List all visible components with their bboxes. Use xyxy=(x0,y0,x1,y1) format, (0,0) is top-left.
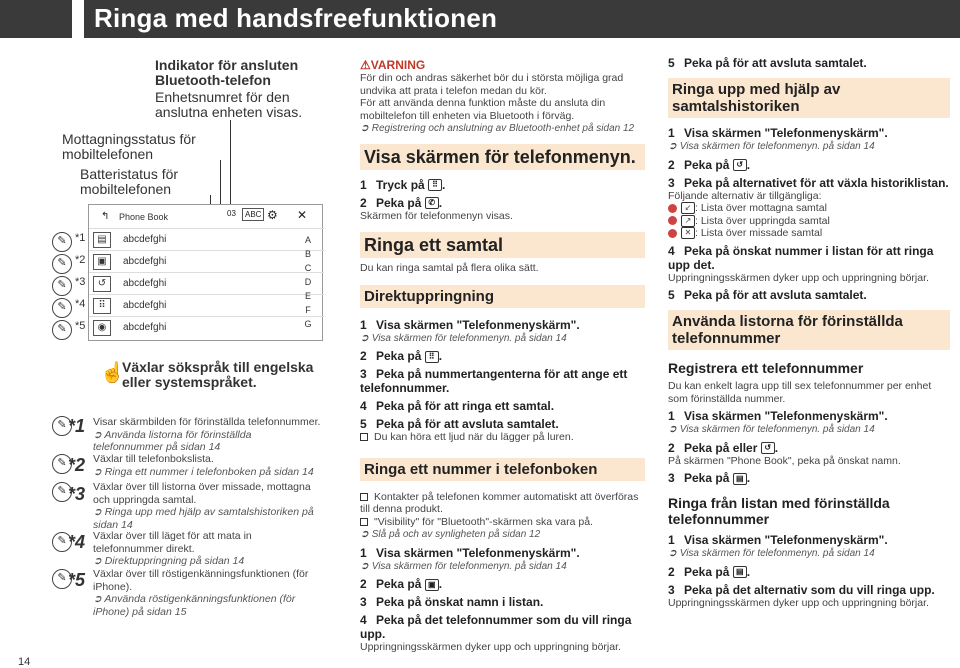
alpha-index[interactable]: E xyxy=(304,291,311,301)
side-label: *3 xyxy=(75,276,86,288)
indicator-sub-callout: Enhetsnumret för den anslutna enheten visas. xyxy=(155,89,303,120)
menu-step-1: Tryck på xyxy=(376,177,425,192)
received-call-icon: ↙ xyxy=(681,202,695,214)
history-icon: ↺ xyxy=(761,442,775,454)
sub-register: Registrera ett telefonnummer xyxy=(668,360,864,376)
pencil-icon: ✎ xyxy=(52,454,72,474)
bullet-icon xyxy=(360,518,368,526)
battery-callout: Batteristatus för mobiltelefonen xyxy=(80,166,179,197)
call-note: Du kan ringa samtal på flera olika sätt. xyxy=(360,262,539,274)
bullet-icon xyxy=(668,229,677,238)
reg-step-3: Peka på xyxy=(684,471,730,485)
bullet-icon xyxy=(668,216,677,225)
hist-alternatives: Följande alternativ är tillgängliga: xyxy=(668,189,822,202)
hist-note: Uppringningsskärmen dyker upp och uppringning börjar. xyxy=(668,271,929,284)
book-ref-2: Visa skärmen för telefonmenyn. på sidan 14 xyxy=(371,560,567,572)
footnote-1: Visar skärmbilden för förinställda telefonnummer. ➲ Använda listorna för förinställda telefonnummer på sidan 14 xyxy=(93,416,321,453)
book-note: Uppringningsskärmen dyker upp och uppringning börjar. xyxy=(360,641,621,653)
phonebook-icon: ▣ xyxy=(425,579,439,591)
reg-note: Du kan enkelt lagra upp till sex telefonnummer per enhet som förinställda nummer. xyxy=(668,380,932,405)
book-ref-1: Slå på och av synligheten på sidan 12 xyxy=(371,529,541,540)
footnote-label: *5 xyxy=(68,570,86,590)
settings-icon[interactable]: ⚙ xyxy=(267,208,278,222)
home-icon: ⠿ xyxy=(428,179,442,191)
alpha-index[interactable]: F xyxy=(305,305,311,315)
keypad-icon: ⠿ xyxy=(93,298,111,314)
abc-button[interactable]: ABC xyxy=(242,208,264,221)
reg-step-2: Peka på eller xyxy=(684,440,758,455)
indicator-callout: Indikator för ansluten Bluetooth-telefon xyxy=(155,57,299,88)
book-step-1: Visa skärmen "Telefonmenyskärm". xyxy=(376,545,580,560)
pencil-icon: ✎ xyxy=(52,254,72,274)
page-title: Ringa med handsfreefunktionen xyxy=(94,3,498,33)
side-label: *1 xyxy=(75,232,86,244)
hist-step-4: Peka på önskat nummer i listan för att ringa upp det. xyxy=(668,243,934,272)
dialed-call-icon: ↗ xyxy=(681,215,695,227)
warning-text: För att använda denna funktion måste du ansluta din mobiltelefon till enheten via Bluetooth i förväg. xyxy=(360,97,606,122)
footnote-label: *4 xyxy=(68,532,86,552)
menu-note: Skärmen för telefonmenyn visas. xyxy=(360,209,513,222)
hist-step-5: Peka på för att avsluta samtalet. xyxy=(684,288,867,302)
warning-text: För din och andras säkerhet bör du i största möjliga grad undvika att prata i telefon medan du kör. xyxy=(360,72,624,97)
hist-step-3: Peka på alternativet för att växla historiklistan. xyxy=(684,175,949,190)
dial-note: Uppringningsskärmen dyker upp och uppringning börjar. xyxy=(668,596,929,609)
list-item[interactable]: ▤ abcdefghi xyxy=(89,228,324,250)
alpha-index[interactable]: D xyxy=(304,277,312,287)
reg-note-2: På skärmen "Phone Book", peka på önskat namn. xyxy=(668,454,901,467)
hist-option: : Lista över uppringda samtal xyxy=(695,214,830,227)
pencil-icon: ✎ xyxy=(52,532,72,552)
counter: 03 xyxy=(227,209,236,218)
section-call: Ringa ett samtal xyxy=(360,232,645,258)
keypad-icon: ⠿ xyxy=(425,351,439,363)
footnote-label: *3 xyxy=(68,484,86,504)
right-column: 5 Peka på för att avsluta samtalet. Ringa upp med hjälp av samtalshistoriken 1 Visa skärmen "Telefonmenyskärm". ➲ Visa skärmen för telefonmenyn. på sidan 14 2 Peka på ↺ . 3 Peka på alternativet för att växla historiklistan. Följande alternativ är tillgängliga: ↙ : Lista över mottagna samtal ↗ : Lista över uppringda samtal ✕ : Lista över missade samtal 4 Peka på önskat nummer i listan för att ringa upp det. Uppringningsskärmen dyker upp och uppringning börjar. 5 Peka på för att avsluta samtalet. Använda listorna för förinställda telefonnummer Registrera ett telefonnummer Du kan enkelt lagra upp till sex telefonnummer per enhet som förinställda nummer. 1 Visa skärmen "Telefonmenyskärm". ➲ Visa skärmen för telefonmenyn. på sidan 14 2 Peka på eller ↺ . På skärmen "Phone Book", peka på önskat namn. 3 Peka på ▤ . Ringa från listan med förinställda telefonnummer 1 Visa skärmen "Telefonmenyskärm". ➲ Visa skärmen för telefonmenyn. på sidan 14 2 Peka på ▤ . 3 Peka på det alternativ som du vill ringa upp. Uppringningsskärmen dyker upp och uppringning börjar. xyxy=(668,56,953,609)
book-step-4: Peka på det telefonnummer som du vill ringa upp. xyxy=(360,613,632,641)
hist-ref: Visa skärmen för telefonmenyn. på sidan 14 xyxy=(679,141,875,152)
pencil-icon: ✎ xyxy=(52,482,72,502)
back-icon[interactable]: ↰ xyxy=(101,211,110,222)
pencil-icon: ✎ xyxy=(52,569,72,589)
pencil-icon: ✎ xyxy=(52,298,72,318)
direct-step-1: Visa skärmen "Telefonmenyskärm". xyxy=(376,317,580,332)
voice-icon: ◉ xyxy=(93,320,111,336)
preset-icon: ▤ xyxy=(733,566,747,578)
direct-ref: Visa skärmen för telefonmenyn. på sidan 14 xyxy=(371,332,567,344)
reg-ref: Visa skärmen för telefonmenyn. på sidan 14 xyxy=(679,424,875,435)
direct-step-2: Peka på xyxy=(376,349,422,363)
book-bullet-1: Kontakter på telefonen kommer automatiskt att överföras till denna produkt. xyxy=(360,490,639,515)
book-step-2: Peka på xyxy=(376,577,422,591)
middle-column: ⚠VARNING För din och andras säkerhet bör du i största möjliga grad undvika att prata i telefon medan du kör. För att använda denna funktion måste du ansluta din mobiltelefon till enheten via Bluetooth i förväg. ➲ Registrering och anslutning av Bluetooth-enhet på sidan 12 Visa skärmen för telefonmenyn. 1 Tryck på ⠿ . 2 Peka på ✆ . Skärmen för telefonmenyn visas. Ringa ett samtal Du kan ringa samtal på flera olika sätt. Direktuppringning 1 Visa skärmen "Telefonmenyskärm". ➲ Visa skärmen för telefonmenyn. på sidan 14 2 Peka på ⠿ . 3 Peka på nummertangenterna för att ange ett telefonnummer. 4 Peka på för att ringa ett samtal. 5 Peka på för att avsluta samtalet. Du kan höra ett ljud när du lägger på luren. Ringa ett nummer i telefonboken Kontakter på telefonen kommer automatiskt att överföras till denna produkt. "Visibility" för "Bluetooth"-skärmen ska vara på. ➲ Slå på och av synligheten på sidan 12 1 Visa skärmen "Telefonmenyskärm". ➲ Visa skärmen för telefonmenyn. på sidan 14 2 Peka på ▣ . 3 Peka på önskat namn i listan. 4 Peka på det telefonnummer som du vill ringa upp. Uppringningsskärmen dyker upp och uppringning börjar. xyxy=(360,58,648,654)
phone-book-screen xyxy=(88,204,323,341)
search-lang-callout: Växlar sökspråk till engelska eller systemspråket. xyxy=(122,359,314,390)
phonebook-icon: ▣ xyxy=(93,254,111,270)
bullet-icon xyxy=(668,204,677,213)
warning-icon: ⚠ xyxy=(360,58,371,72)
book-bullet-2: "Visibility" för "Bluetooth"-skärmen ska vara på. xyxy=(374,515,593,528)
alpha-index[interactable]: B xyxy=(304,249,311,259)
footnote-2: Växlar till telefonbokslista. ➲ Ringa ett nummer i telefonboken på sidan 14 xyxy=(93,453,314,478)
pencil-icon: ✎ xyxy=(52,416,72,436)
sub-dial: Ringa från listan med förinställda telefonnummer xyxy=(668,495,890,527)
book-step-3: Peka på önskat namn i listan. xyxy=(376,595,544,609)
top-step-5: Peka på för att avsluta samtalet. xyxy=(684,56,867,70)
direct-note: Du kan höra ett ljud när du lägger på luren. xyxy=(374,431,574,443)
footnote-4: Växlar över till läget för att mata in telefonnummer direkt. ➲ Direktuppringning på sidan 14 xyxy=(93,530,252,567)
hist-option: : Lista över missade samtal xyxy=(695,227,823,239)
reception-callout: Mottagningsstatus för mobiltelefonen xyxy=(62,131,196,162)
list-item[interactable]: ▣ abcdefghi xyxy=(89,250,324,272)
side-label: *4 xyxy=(75,298,86,310)
list-item[interactable]: ⠿ abcdefghi xyxy=(89,294,324,316)
menu-step-2: Peka på xyxy=(376,195,422,210)
list-item[interactable]: ↺ abcdefghi xyxy=(89,272,324,294)
direct-step-5: Peka på för att avsluta samtalet. xyxy=(376,417,559,431)
section-history: Ringa upp med hjälp av samtalshistoriken xyxy=(668,78,950,118)
section-menu: Visa skärmen för telefonmenyn. xyxy=(360,144,645,170)
list-item[interactable]: ◉ abcdefghi xyxy=(89,316,324,338)
title-bar xyxy=(84,0,960,38)
hist-step-2: Peka på xyxy=(684,157,730,172)
pointer-hand-icon: ☝ xyxy=(100,362,125,384)
section-preset: Använda listorna för förinställda telefonnummer xyxy=(668,310,950,350)
dial-step-1: Visa skärmen "Telefonmenyskärm". xyxy=(684,533,888,547)
missed-call-icon: ✕ xyxy=(681,227,695,239)
phone-icon: ✆ xyxy=(425,197,439,209)
footnote-5: Växlar över till röstigenkänningsfunktionen (för iPhone). ➲ Använda röstigenkänningsfunktionen (för iPhone) på sidan 15 xyxy=(93,568,309,618)
bullet-icon xyxy=(360,433,368,441)
section-direct: Direktuppringning xyxy=(360,285,645,308)
reg-step-1: Visa skärmen "Telefonmenyskärm". xyxy=(684,409,888,423)
pencil-icon: ✎ xyxy=(52,320,72,340)
warning-title: VARNING xyxy=(370,58,426,72)
pencil-icon: ✎ xyxy=(52,276,72,296)
alpha-index[interactable]: A xyxy=(304,235,311,245)
pencil-icon: ✎ xyxy=(52,232,72,252)
leader-line xyxy=(220,160,221,205)
warning-ref: Registrering och anslutning av Bluetooth-enhet på sidan 12 xyxy=(371,123,635,134)
hist-step-1: Visa skärmen "Telefonmenyskärm". xyxy=(684,126,888,140)
preset-icon: ▤ xyxy=(93,232,111,248)
side-label: *5 xyxy=(75,320,86,332)
history-icon: ↺ xyxy=(93,276,111,292)
direct-step-3: Peka på nummertangenterna för att ange ett telefonnummer. xyxy=(360,367,628,395)
alpha-index[interactable]: C xyxy=(304,263,312,273)
footnote-label: *2 xyxy=(68,455,86,475)
bullet-icon xyxy=(360,493,368,501)
alpha-index[interactable]: G xyxy=(304,319,312,329)
header-strip xyxy=(0,0,72,38)
preset-icon: ▤ xyxy=(733,473,747,485)
leader-line xyxy=(230,120,231,205)
dial-ref: Visa skärmen för telefonmenyn. på sidan 14 xyxy=(679,548,875,559)
side-label: *2 xyxy=(75,254,86,266)
close-icon[interactable]: ✕ xyxy=(297,208,308,222)
screen-header: Phone Book xyxy=(119,212,169,222)
history-icon: ↺ xyxy=(733,159,747,171)
footnote-label: *1 xyxy=(68,416,86,436)
hist-option: : Lista över mottagna samtal xyxy=(695,202,827,214)
page-number: 14 xyxy=(18,656,31,668)
dial-step-3: Peka på det alternativ som du vill ringa upp. xyxy=(684,582,935,597)
section-book: Ringa ett nummer i telefonboken xyxy=(360,458,645,481)
dial-step-2: Peka på xyxy=(684,564,730,579)
direct-step-4: Peka på för att ringa ett samtal. xyxy=(376,399,555,413)
footnote-3: Växlar över till listorna över missade, mottagna och uppringda samtal. ➲ Ringa upp med hjälp av samtalshistoriken på sidan 14 xyxy=(93,481,314,531)
